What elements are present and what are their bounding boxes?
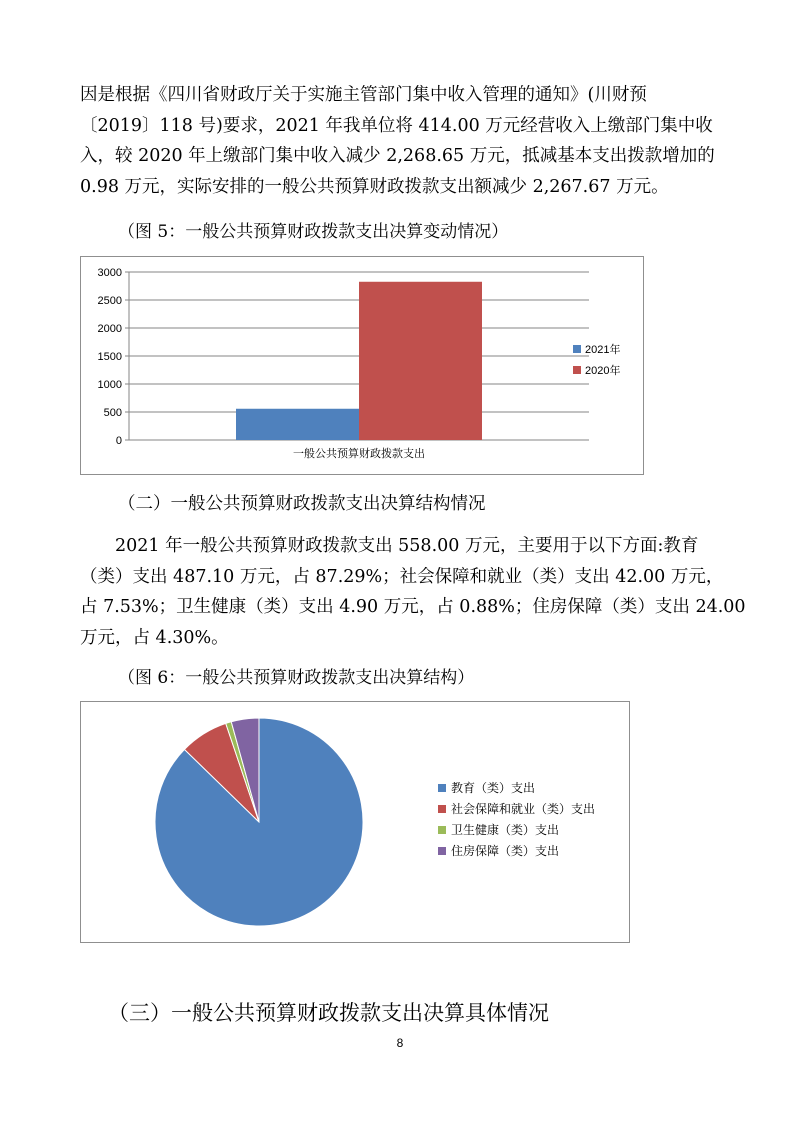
legend-swatch: [438, 847, 446, 855]
paragraph-2: [80, 531, 746, 653]
legend-label: 教育（类）支出: [451, 781, 536, 795]
pie-chart-box: [80, 701, 630, 943]
y-tick-label: 1500: [97, 351, 122, 363]
y-tick-label: 2000: [97, 323, 122, 335]
bar-chart: [81, 257, 643, 474]
paragraph-1: [80, 80, 720, 202]
legend-label: 卫生健康（类）支出: [451, 823, 560, 837]
paragraph-line: （类）支出 487.10 万元，占 87.29%；社会保障和就业（类）支出 42.00 万元，: [80, 566, 724, 587]
paragraph-line: 〔2019〕118 号)要求，2021 年我单位将 414.00 万元经营收入上缴部门集中收: [80, 115, 713, 136]
paragraph-line: 因是根据《四川省财政厅关于实施主管部门集中收入管理的通知》(川财预: [80, 85, 647, 105]
bar-2: [359, 282, 482, 440]
y-tick-label: 0: [115, 435, 122, 447]
paragraph-line: 0.98 万元，实际安排的一般公共预算财政拨款支出额减少 2,267.67 万元。: [80, 176, 669, 197]
x-category-label: 一般公共预算财政拨款支出: [293, 448, 425, 460]
bar-1: [236, 409, 359, 440]
legend-label: 2020年: [585, 365, 621, 377]
y-tick-label: 1000: [97, 379, 122, 391]
legend-label: 社会保障和就业（类）支出: [451, 802, 596, 816]
legend-label: 2021年: [585, 344, 621, 356]
legend-swatch: [573, 345, 581, 353]
paragraph-line: 占 7.53%；卫生健康（类）支出 4.90 万元，占 0.88%；住房保障（类）支出 24.00: [80, 597, 746, 617]
y-tick-label: 3000: [97, 267, 122, 279]
y-tick-label: 500: [103, 407, 122, 419]
legend-swatch: [438, 805, 446, 813]
paragraph-line: 2021 年一般公共预算财政拨款支出 558.00 万元，主要用于以下方面:教育: [115, 536, 699, 556]
paragraph-line: 万元，占 4.30%。: [80, 627, 229, 648]
legend-swatch: [573, 366, 581, 374]
section-2-heading: （二）一般公共预算财政拨款支出决算结构情况: [118, 494, 486, 514]
legend-swatch: [438, 826, 446, 834]
paragraph-line: 入，较 2020 年上缴部门集中收入减少 2,268.65 万元，抵减基本支出拨款增加的: [80, 146, 715, 166]
section-3-heading: （三）一般公共预算财政拨款支出决算具体情况: [108, 1001, 549, 1025]
y-tick-label: 2500: [97, 295, 122, 307]
legend-label: 住房保障（类）支出: [451, 844, 560, 858]
page-number: 8: [396, 1036, 404, 1050]
pie-chart: [81, 702, 629, 942]
legend-swatch: [438, 784, 446, 792]
bar-chart-box: [80, 256, 644, 475]
figure-5-caption: （图 5：一般公共预算财政拨款支出决算变动情况）: [118, 222, 509, 242]
figure-6-caption: （图 6：一般公共预算财政拨款支出决算结构）: [118, 668, 475, 688]
